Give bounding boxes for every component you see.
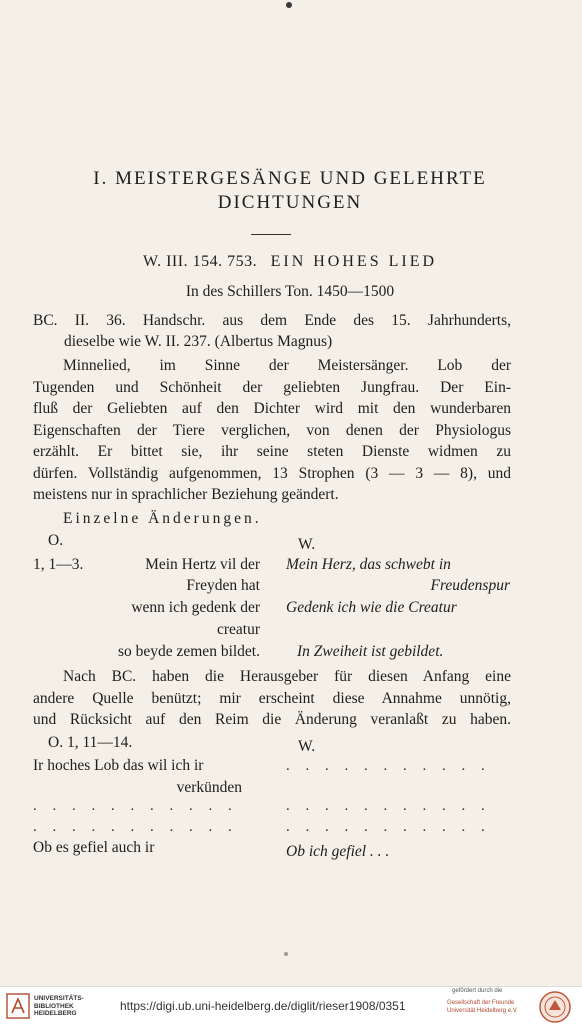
university-seal-icon	[536, 990, 574, 1024]
page-mark	[286, 2, 292, 8]
edited-line: Freudenspur	[430, 577, 510, 594]
library-logo-icon	[6, 993, 30, 1019]
library-name-line: HEIDELBERG	[34, 1010, 77, 1017]
section-divider	[251, 234, 291, 235]
edited-line: In Zweiheit ist gebildet.	[297, 643, 444, 660]
edited-line: Ob ich gefiel . . .	[286, 843, 390, 860]
original-line: verkünden	[176, 779, 242, 796]
permalink-url[interactable]: https://digi.ub.uni-heidelberg.de/diglit/rieser1908/0351	[120, 999, 406, 1013]
note-paragraph	[33, 666, 511, 731]
omission-dots: . . . . . . . . . . .	[33, 798, 238, 814]
column-header-w: W.	[298, 738, 316, 755]
omission-dots: . . . . . . . . . . .	[286, 798, 491, 814]
poem-reference: W. III. 154. 753.	[142, 253, 258, 270]
library-name	[34, 995, 84, 1018]
omission-dots: . . . . . . . . . . .	[286, 819, 491, 835]
edited-line: Gedenk ich wie die Creatur	[286, 599, 457, 616]
page-mark	[284, 952, 288, 956]
column-header-o: O.	[48, 532, 64, 549]
column-header-o: O. 1, 11—14.	[48, 734, 133, 751]
sponsor-name	[447, 999, 518, 1015]
original-line: wenn ich gedenk der	[131, 599, 260, 616]
omission-dots: . . . . . . . . . . .	[33, 819, 238, 835]
paragraph-line: andere Quelle benützt; mir erscheint diese Annahme unnötig,	[33, 689, 511, 707]
library-name-line: UNIVERSITÄTS-	[34, 995, 84, 1002]
poem-title: EIN HOHES LIED	[270, 253, 438, 270]
original-line: creatur	[216, 621, 260, 638]
source-line: dieselbe wie W. II. 237. (Albertus Magnus)	[64, 333, 333, 350]
paragraph-line: Eigenschaften der Tiere verglichen, von denen der Physiologus	[33, 421, 511, 439]
chapter-title-line2: DICHTUNGEN	[217, 192, 363, 213]
sponsor-line: Gesellschaft der Freunde	[447, 1000, 515, 1006]
paragraph-line: dürfen. Vollständig aufgenommen, 13 Strophen (3 — 3 — 8), und	[33, 464, 511, 482]
original-line: Ir hoches Lob das wil ich ir	[33, 757, 204, 774]
original-line: Freyden hat	[186, 577, 260, 594]
omission-dots: . . . . . . . . . . .	[286, 758, 491, 774]
original-line: Mein Hertz vil der	[145, 556, 260, 573]
sponsor-label: gefördert durch die	[452, 988, 503, 994]
source-note	[33, 310, 511, 352]
paragraph-line: und Rücksicht auf den Reim die Änderung veranlaßt zu haben.	[33, 711, 511, 728]
poem-tone: In des Schillers Ton. 1450—1500	[185, 283, 395, 300]
paragraph-line: Tugenden und Schönheit der geliebten Jungfrau. Der Ein-	[33, 378, 511, 396]
paragraph-line: Nach BC. haben die Herausgeber für diesen Anfang eine	[63, 668, 511, 685]
chapter-title-line1: I. MEISTERGESÄNGE UND GELEHRTE	[93, 168, 487, 189]
paragraph-line: meistens nur in sprachlicher Beziehung geändert.	[33, 486, 339, 503]
paragraph-line: erzählt. Er bittet sie, ihr seine steten Dienste widmen zu	[33, 443, 511, 460]
viewer-footer	[0, 986, 582, 1027]
changes-title: Einzelne Änderungen.	[63, 510, 262, 527]
paragraph-line: Minnelied, im Sinne der Meistersänger. Lob der	[63, 357, 511, 374]
edited-line: Mein Herz, das schwebt in	[286, 556, 451, 573]
description-paragraph	[33, 355, 511, 506]
original-line: Ob es gefiel auch ir	[33, 839, 155, 856]
column-header-w: W.	[298, 536, 316, 553]
library-name-line: BIBLIOTHEK	[34, 1002, 74, 1010]
poem-heading	[30, 253, 550, 271]
original-line: so beyde zemen bildet.	[117, 643, 260, 660]
line-reference: 1, 1—3.	[33, 556, 84, 573]
source-line: BC. II. 36. Handschr. aus dem Ende des 15. Jahrhunderts,	[33, 312, 511, 329]
paragraph-line: fluß der Geliebten auf den Dichter wird mit den wunderbaren	[33, 400, 511, 417]
sponsor-line: Universität Heidelberg e.V.	[447, 1008, 518, 1014]
